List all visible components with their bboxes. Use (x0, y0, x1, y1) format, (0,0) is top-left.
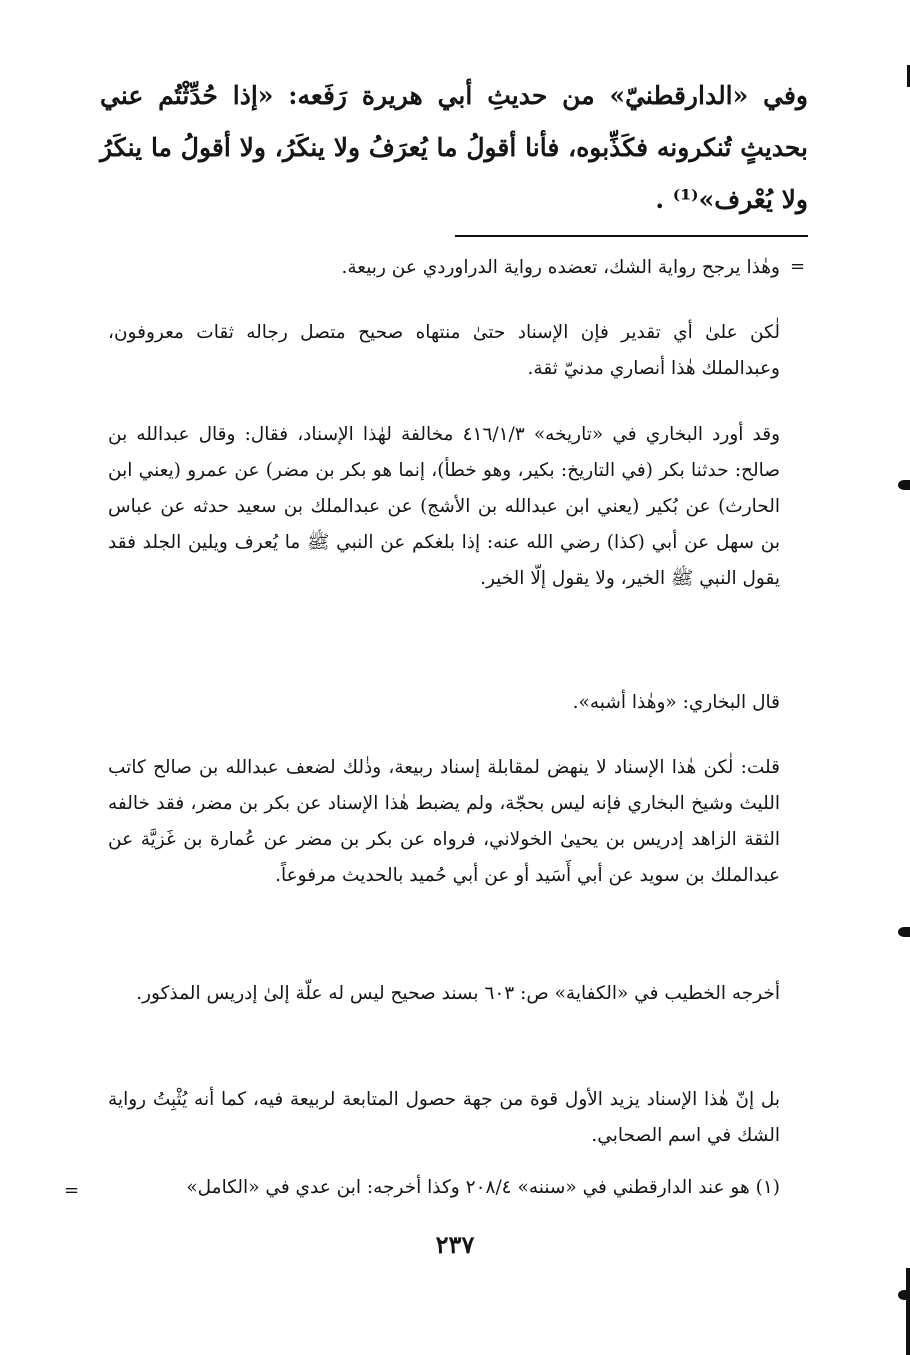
footnote-continues-marker: = (64, 1180, 80, 1201)
footnote-1-text: (١) هو عند الدارقطني في «سننه» ٢٠٨/٤ وكذا أخرجه: ابن عدي في «الكامل» (186, 1177, 780, 1198)
scan-edge-mark-bottom (906, 1268, 910, 1355)
scan-edge-mark (898, 480, 910, 490)
footnote-continuation-marker: = (790, 256, 806, 277)
main-text-paragraph: وفي «الدارقطنيّ» من حديثِ أبي هريرة رَفَعه: «إذا حُدِّثْتُم عني بحديثٍ تُنكرونه فكَذِّبوه، فأنا أقولُ ما يُعرَفُ ولا ينكَرُ، ولا أقولُ ما ينكَرُ ولا يُعْرف»⁽¹⁾ . (100, 81, 808, 214)
footnote-paragraph-3: وقد أورد البخاري في «تاريخه» ٤١٦/١/٣ مخالفة لهٰذا الإسناد، فقال: وقال عبدالله بن صالح: حدثنا بكر (في التاريخ: بكير، وهو خطأ)، إنما هو بكر بن مضر) عن عمرو (يعني ابن الحارث) عن بُكير (يعني ابن عبدالله بن الأشج) عن عبدالملك بن سعيد حدثه عن عباس بن سهل عن أبي (كذا) رضي الله عنه: إذا بلغكم عن النبي ﷺ ما يُعرف ويلين الجلد فقد يقول النبي ﷺ الخير، ولا يقول إلّا الخير. (108, 424, 781, 589)
page-number: ٢٣٧ (435, 1230, 475, 1259)
footnote-paragraph-2: لٰكن علىٰ أي تقدير فإن الإسناد حتىٰ منتهاه صحيح متصل رجاله ثقات معروفون، وعبدالملك هٰذا أنصاري مدنيّ ثقة. (108, 322, 780, 379)
footnote-paragraph-4: قال البخاري: «وهٰذا أشبه». (572, 692, 780, 713)
footnote-divider (455, 235, 808, 237)
footnote-paragraph-7: بل إنّ هٰذا الإسناد يزيد الأول قوة من جهة حصول المتابعة لربيعة فيه، كما أنه يُثْبِتُ رواية الشك في اسم الصحابي. (108, 1089, 780, 1146)
footnote-paragraph-5: قلت: لٰكن هٰذا الإسناد لا ينهض لمقابلة إسناد ربيعة، وذٰلك لضعف عبدالله بن صالح كاتب الليث وشيخ البخاري فإنه ليس بحجّة، ولم يضبط هٰذا الإسناد عن بكر بن مضر، فقد خالفه الثقة الزاهد إدريس بن يحيىٰ الخولاني، فرواه عن بكر بن مضر عن عُمارة بن غَزيَّة عن عبدالملك بن سويد عن أبي أَسَيد أو عن أبي حُميد بالحديث مرفوعاً. (108, 757, 780, 886)
scan-edge-mark (898, 927, 910, 937)
footnote-paragraph-1: وهٰذا يرجح رواية الشك، تعضده رواية الدراوردي عن ربيعة. (341, 257, 780, 278)
footnote-paragraph-6: أخرجه الخطيب في «الكفاية» ص: ٦٠٣ بسند صحيح ليس له علّة إلىٰ إدريس المذكور. (136, 983, 780, 1004)
